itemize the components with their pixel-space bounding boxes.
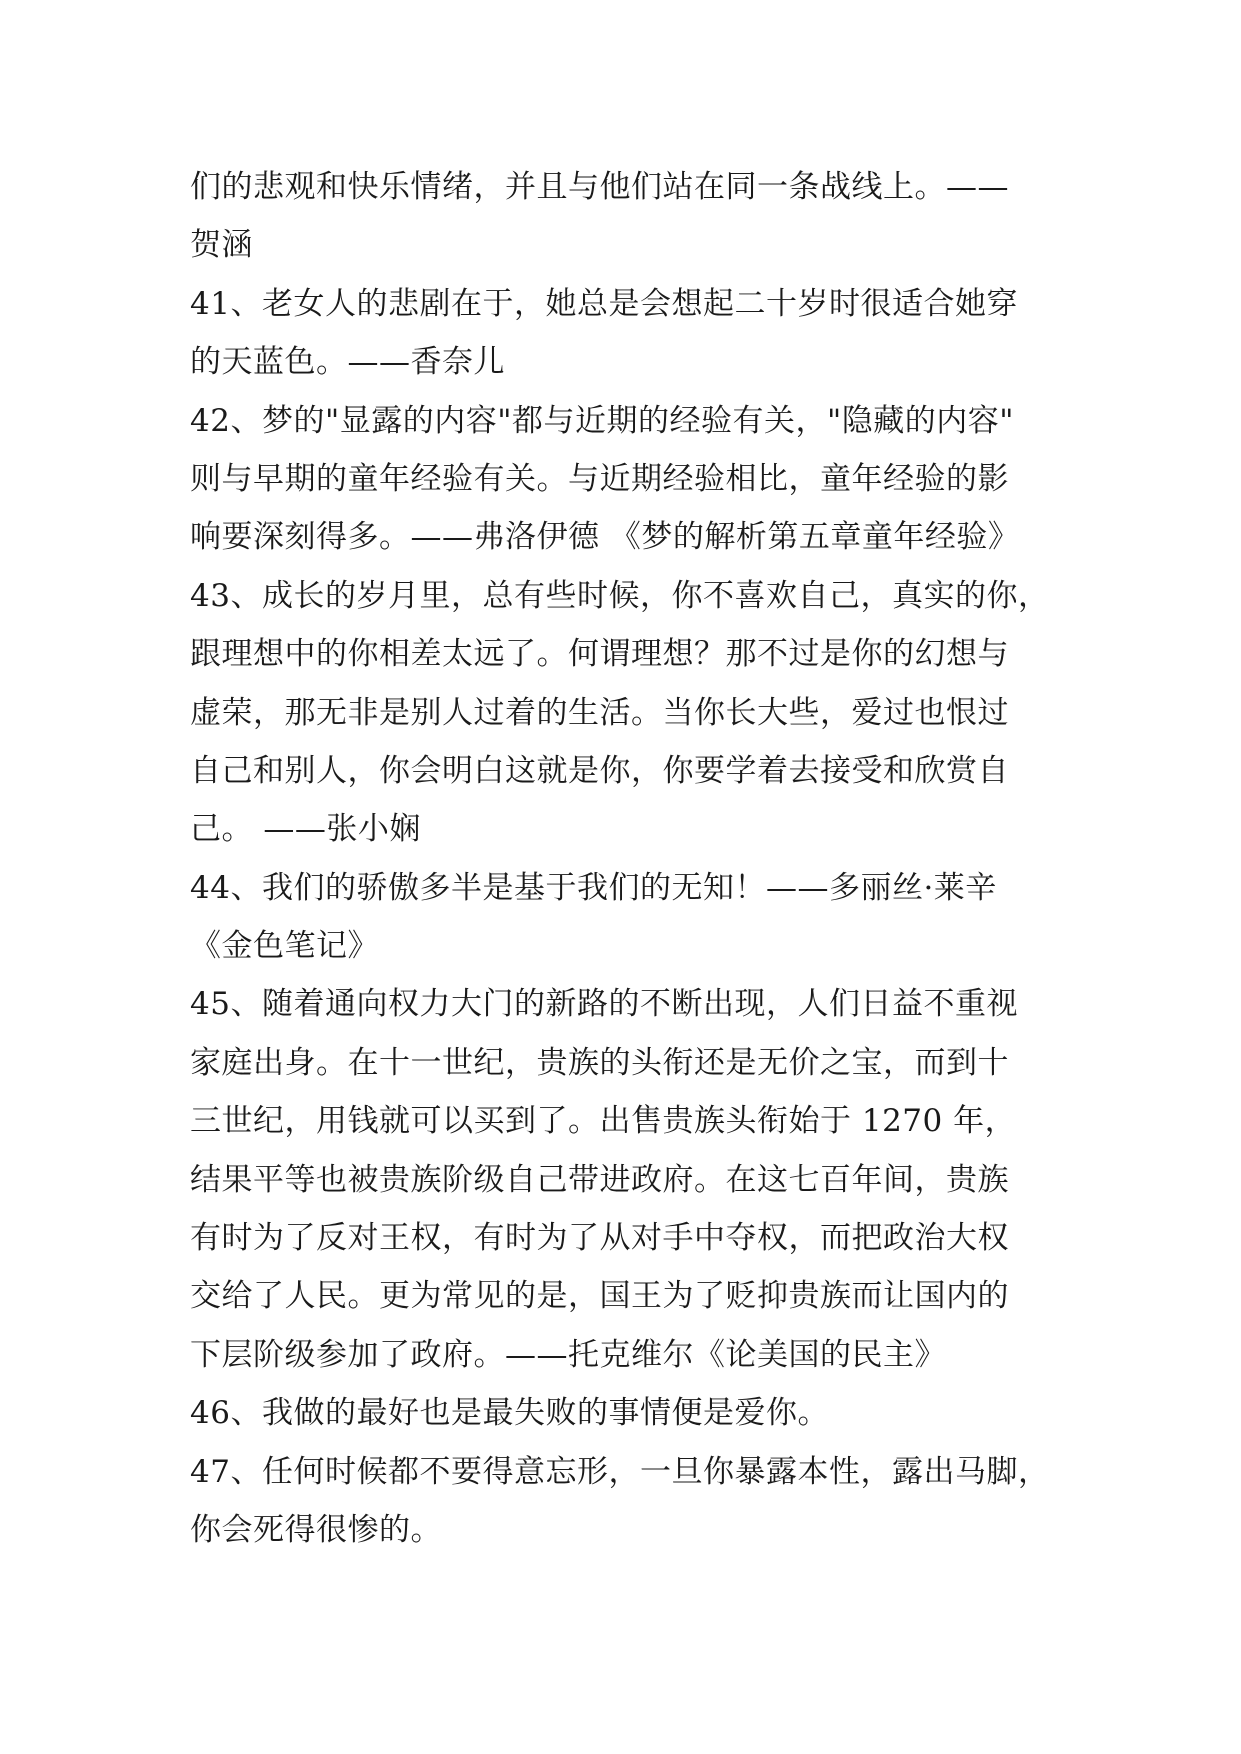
text-line: 46、我做的最好也是最失败的事情便是爱你。 [190,1395,829,1432]
text-line: 贺涵 [190,227,253,264]
text-line: 虚荣，那无非是别人过着的生活。当你长大些，爱过也恨过 [190,694,1009,731]
text-line: 《金色笔记》 [190,928,379,965]
text-line: 你会死得很惨的。 [190,1511,442,1548]
text-line: 结果平等也被贵族阶级自己带进政府。在这七百年间，贵族 [190,1161,1009,1198]
text-line: 43、成长的岁月里，总有些时候，你不喜欢自己，真实的你， [190,577,1050,614]
text-line: 42、梦的"显露的内容"都与近期的经验有关，"隐藏的内容" [190,402,1014,439]
text-line: 交给了人民。更为常见的是，国王为了贬抑贵族而让国内的 [190,1278,1009,1315]
text-line: 45、随着通向权力大门的新路的不断出现，人们日益不重视 [190,986,1018,1023]
text-line: 家庭出身。在十一世纪，贵族的头衔还是无价之宝，而到十 [190,1044,1009,1081]
text-line: 44、我们的骄傲多半是基于我们的无知！——多丽丝·莱辛 [190,869,997,906]
text-line: 三世纪，用钱就可以买到了。出售贵族头衔始于 1270 年， [190,1103,1017,1140]
text-line: 47、任何时候都不要得意忘形，一旦你暴露本性，露出马脚， [190,1453,1050,1490]
text-line: 跟理想中的你相差太远了。何谓理想？那不过是你的幻想与 [190,636,1009,673]
quote-text-block [190,158,1070,1559]
text-line: 们的悲观和快乐情绪，并且与他们站在同一条战线上。—— [190,169,1009,205]
text-line: 则与早期的童年经验有关。与近期经验相比，童年经验的影 [190,460,1009,497]
text-line: 有时为了反对王权，有时为了从对手中夺权，而把政治大权 [190,1220,1009,1257]
text-line: 响要深刻得多。——弗洛伊德 《梦的解析第五章童年经验》 [190,519,1020,556]
text-line: 的天蓝色。——香奈儿 [190,344,505,381]
text-line: 己。 ——张小娴 [190,811,421,848]
text-line: 自己和别人，你会明白这就是你，你要学着去接受和欣赏自 [190,752,1009,789]
text-line: 41、老女人的悲剧在于，她总是会想起二十岁时很适合她穿 [190,285,1018,322]
text-line: 下层阶级参加了政府。——托克维尔《论美国的民主》 [190,1336,946,1373]
